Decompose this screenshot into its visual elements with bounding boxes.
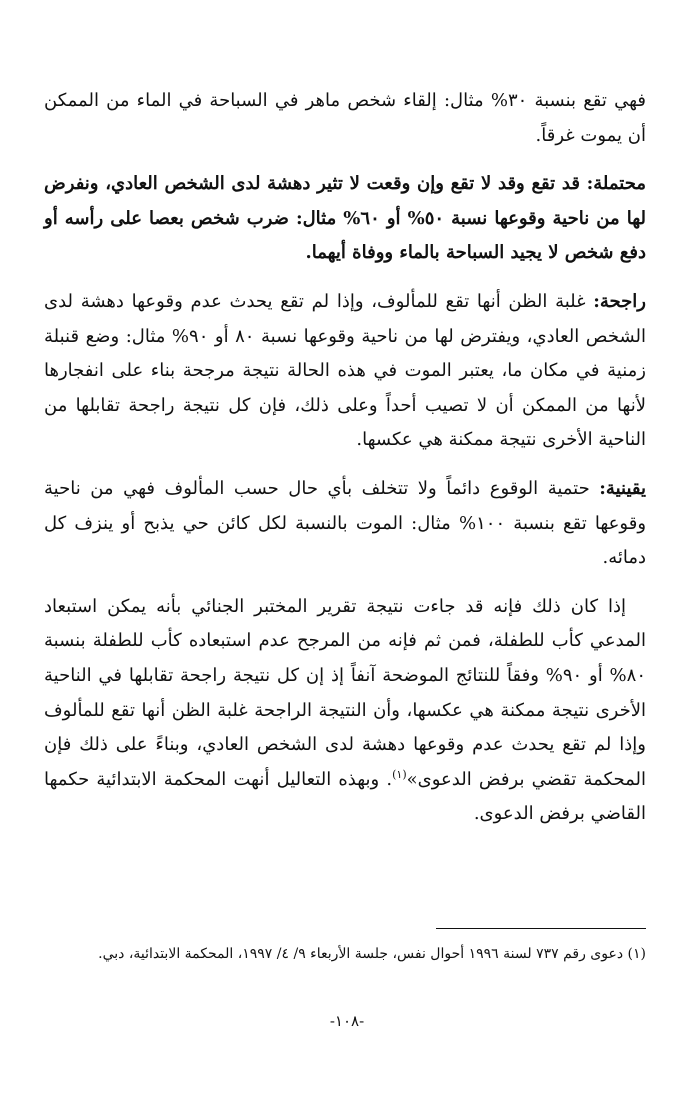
- paragraph-4-text: حتمية الوقوع دائماً ولا تتخلف بأي حال حسب المألوف فهي من ناحية وقوعها تقع بنسبة ١٠٠% مثال: الموت بالنسبة لكل كائن حي يذبح أو ينزف كل دمائه.: [44, 477, 647, 569]
- body-text: [44, 84, 646, 832]
- term-certain: يقينية:: [599, 477, 646, 499]
- paragraph-5-text: إذا كان ذلك فإنه قد جاءت نتيجة تقرير المختبر الجنائي بأنه يمكن استبعاد المدعي كأب للطفلة، فمن ثم فإنه من المرجح عدم استبعاده كأب للطفلة بنسبة ٨٠% أو ٩٠% وفقاً للنتائج الموضحة آنفاً إذ إن كل نتيجة راجحة تقابلها في الناحية الأخرى نتيجة ممكنة هي عكسها، وأن النتيجة الراجحة غلبة الظن أنها تقع للمألوف وإذا لم تقع يحدث عدم وقوعها دهشة لدى الشخص العادي، وبناءً على ذلك فإن المحكمة تقضي برفض الدعوى»: [44, 595, 646, 790]
- paragraph-4: [44, 472, 646, 576]
- paragraph-5: [44, 590, 646, 832]
- footnote-reference[interactable]: (١): [392, 767, 407, 781]
- paragraph-2-text: قد تقع وقد لا تقع وإن وقعت لا تثير دهشة لدى الشخص العادي، ونفرض لها من ناحية وقوعها نسبة ٥٠% أو ٦٠% مثال: ضرب شخص بعصا على رأسه أو دفع شخص لا يجيد السباحة بالماء ووفاة أيهما.: [44, 173, 646, 264]
- page-number: -١٠٨-: [329, 1012, 365, 1030]
- footnote-divider: [436, 928, 646, 929]
- paragraph-2: [44, 167, 646, 271]
- paragraph-3-text: غلبة الظن أنها تقع للمألوف، وإذا لم تقع يحدث عدم وقوعها دهشة لدى الشخص العادي، ويفترض لها من ناحية وقوعها نسبة ٨٠ أو ٩٠% مثال: وضع قنبلة زمنية في مكان ما، يعتبر الموت في هذه الحالة نتيجة مرجحة بناء على انفجارها لأنها من الممكن أن لا تصيب أحداً وعلى ذلك، فإن كل نتيجة راجحة تقابلها من الناحية الأخرى نتيجة ممكنة هي عكسها.: [44, 290, 646, 451]
- paragraph-3: [44, 285, 646, 458]
- paragraph-1: فهي تقع بنسبة ٣٠% مثال: إلقاء شخص ماهر في السباحة في الماء من الممكن أن يموت غرقاً.: [44, 90, 646, 146]
- term-probable: محتملة:: [586, 173, 646, 195]
- footnote: (١) دعوى رقم ٧٣٧ لسنة ١٩٩٦ أحوال نفس، جلسة الأربعاء ٩/ ٤/ ١٩٩٧، المحكمة الابتدائية، دبي.: [98, 946, 646, 962]
- term-likely: راجحة:: [593, 290, 646, 312]
- paragraph-5-tail: . وبهذه التعاليل أنهت المحكمة الابتدائية حكمها القاضي برفض الدعوى.: [44, 768, 646, 825]
